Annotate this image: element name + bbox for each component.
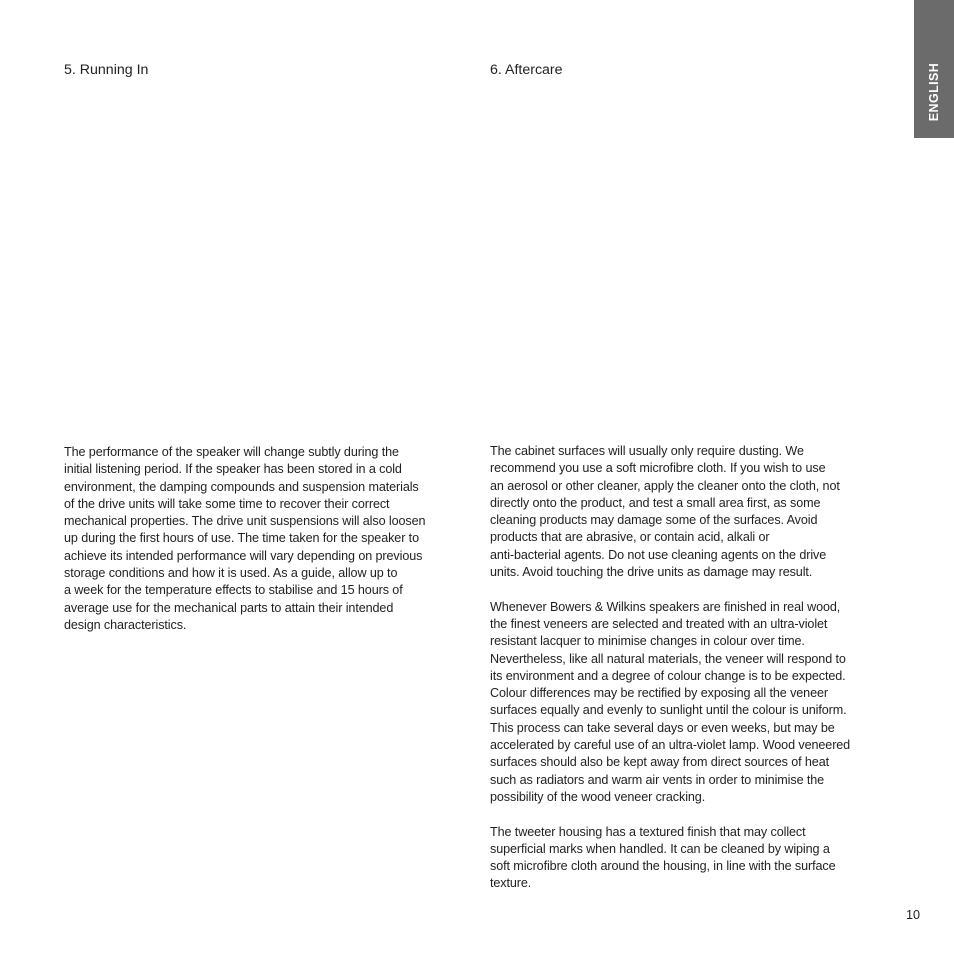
running-in-body — [64, 444, 469, 634]
aftercare-paragraph-veneer: Whenever Bowers & Wilkins speakers are finished in real wood, the finest veneers are selected and treated with an ultra-violet resistant lacquer to minimise changes in colour over time. Nevertheless, like all natural materials, the veneer will respond to its environment and a degree of colour change is to be expected. Colour differences may be rectified by exposing all the veneer surfaces equally and evenly to sunlight until the colour is uniform. This process can take several days or even weeks, but may be accelerated by careful use of an ultra-violet lamp. Wood veneered surfaces should also be kept away from direct sources of heat such as radiators and warm air vents in order to minimise the possibility of the wood veneer cracking. — [490, 599, 851, 804]
language-tab — [914, 0, 954, 138]
aftercare-paragraph-cleaning: The cabinet surfaces will usually only require dusting. We recommend you use a soft microfibre cloth. If you wish to use an aerosol or other cleaner, apply the cleaner onto the cloth, not directly onto the product, and test a small area first, as some cleaning products may damage some of the surfaces. Avoid products that are abrasive, or contain acid, alkali or anti-bacterial agents. Do not use cleaning agents on the drive units. Avoid touching the drive units as damage may result. — [490, 444, 840, 580]
page-number: 10 — [905, 908, 920, 922]
section-heading-running-in: 5. Running In — [64, 62, 149, 78]
aftercare-paragraph-tweeter: The tweeter housing has a textured finish that may collect superficial marks when handled. It can be cleaned by wiping a soft microfibre cloth around the housing, in line with the surface texture. — [490, 824, 836, 891]
running-in-paragraph: The performance of the speaker will change subtly during the initial listening period. If the speaker has been stored in a cold environment, the damping compounds and suspension materials of the drive units will take some time to recover their correct mechanical properties. The drive unit suspensions will also loosen up during the first hours of use. The time taken for the speaker to achieve its intended performance will vary depending on previous storage conditions and how it is used. As a guide, allow up to a week for the temperature effects to stabilise and 15 hours of average use for the mechanical parts to attain their intended design characteristics. — [64, 445, 426, 632]
language-tab-label: ENGLISH — [927, 62, 941, 122]
section-heading-aftercare: 6. Aftercare — [490, 62, 563, 78]
aftercare-body — [490, 443, 895, 893]
